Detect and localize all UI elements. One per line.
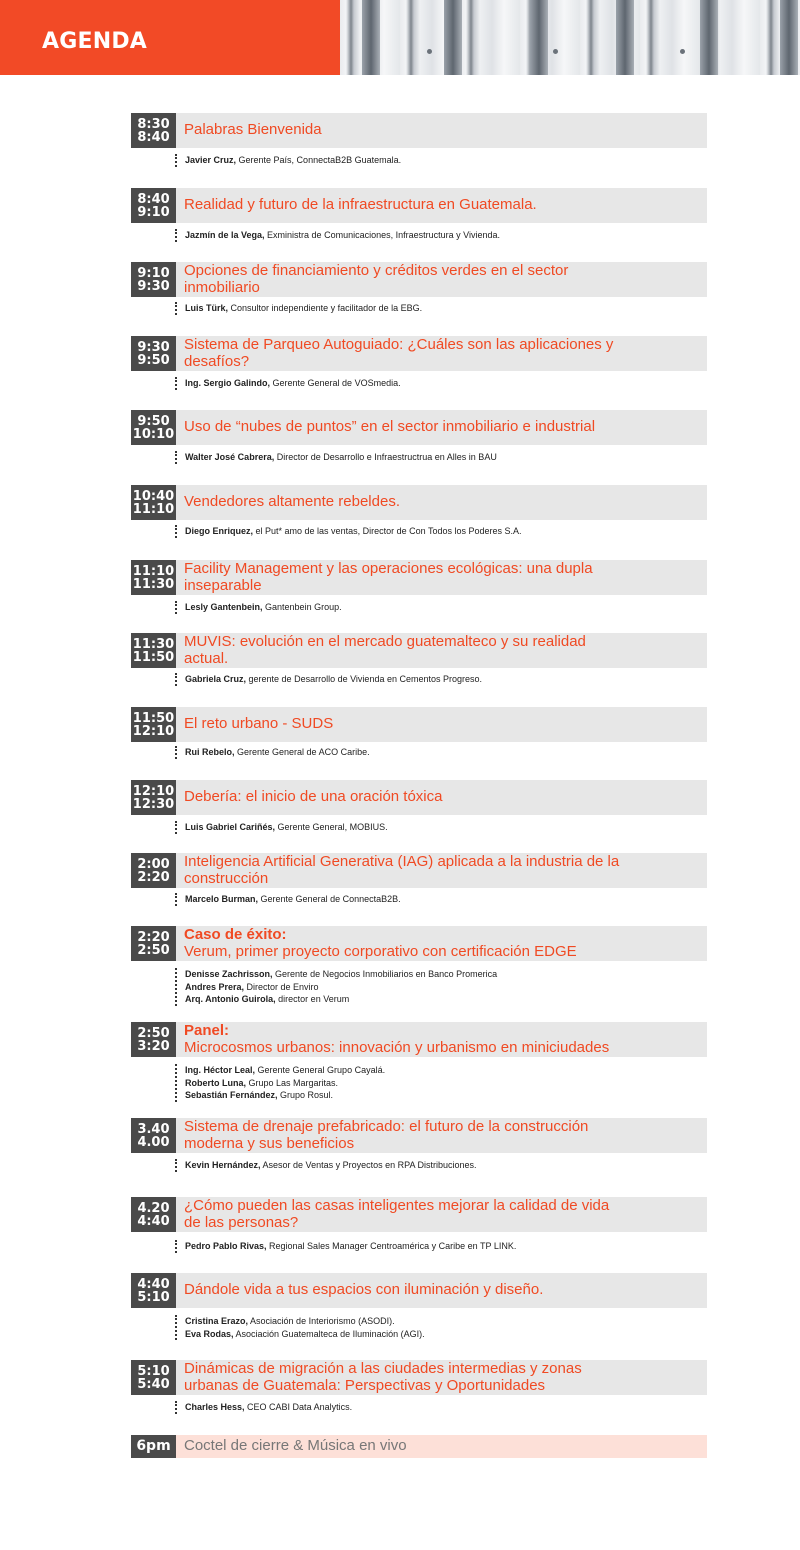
speaker: [185, 1159, 476, 1172]
speaker: [185, 1401, 352, 1414]
session-title: Dándole vida a tus espacios con iluminación y diseño.: [184, 1281, 544, 1299]
speaker-list: [175, 377, 401, 390]
time-badge: [131, 262, 176, 297]
start-time: 9:30: [137, 339, 170, 355]
time-badge: [131, 1022, 176, 1057]
speaker: [185, 1089, 385, 1102]
start-time: 8:30: [137, 116, 170, 132]
speaker-name: Eva Rodas,: [185, 1328, 234, 1339]
time-badge: [131, 485, 176, 520]
speaker: [185, 821, 388, 834]
session-title: Sistema de Parqueo Autoguiado: ¿Cuáles son las aplicaciones y desafíos?: [184, 336, 614, 370]
speaker-list: [175, 746, 370, 759]
speaker-list: [175, 968, 497, 1006]
start-time: 12:10: [132, 783, 175, 799]
time-badge: [131, 113, 176, 148]
session-title-box: [176, 926, 707, 961]
time-badge: [131, 1360, 176, 1395]
speaker-role: gerente de Desarrollo de Vivienda en Cementos Progreso.: [246, 674, 483, 684]
session-title: Microcosmos urbanos: innovación y urbanismo en miniciudades: [184, 1038, 610, 1056]
speaker-role: Asociación de Interiorismo (ASODI).: [248, 1316, 395, 1326]
speaker-name: Javier Cruz,: [185, 155, 237, 165]
session-title: Verum, primer proyecto corporativo con certificación EDGE: [184, 942, 577, 960]
time-badge: [131, 780, 176, 815]
speaker-name: Andres Prera,: [185, 981, 245, 992]
end-time: 10:10: [132, 426, 175, 442]
session-title: ¿Cómo pueden las casas inteligentes mejorar la calidad de vida de las personas?: [184, 1197, 610, 1231]
speaker: [185, 981, 497, 994]
speaker-role: Gantenbein Group.: [262, 602, 342, 612]
session-title: Debería: el inicio de una oración tóxica: [184, 788, 443, 806]
speaker-role: Director de Desarrollo e Infraestructrua en Alles in BAU: [274, 452, 497, 462]
end-time: 5:10: [137, 1289, 170, 1305]
speaker-name: Arq. Antonio Guirola,: [185, 994, 276, 1004]
speaker: [185, 154, 401, 167]
speaker-name: Roberto Luna,: [185, 1077, 246, 1088]
start-time: 2:00: [137, 856, 170, 872]
closing-title: Coctel de cierre & Música en vivo: [176, 1435, 707, 1458]
session-title: Facility Management y las operaciones ecológicas: una dupla inseparable: [184, 560, 593, 594]
time-badge: [131, 1273, 176, 1308]
speaker-role: Exministra de Comunicaciones, Infraestructura y Vivienda.: [264, 230, 500, 240]
session-title-box: [176, 113, 707, 148]
speaker-list: [175, 673, 482, 686]
speaker-name: Ing. Sergio Galindo,: [185, 378, 271, 388]
speaker-list: [175, 821, 388, 834]
session-title-box: [176, 1360, 707, 1395]
speaker-name: Pedro Pablo Rivas,: [185, 1241, 267, 1251]
time-badge: [131, 926, 176, 961]
session-title: El reto urbano - SUDS: [184, 715, 334, 733]
start-time: 2:50: [137, 1025, 170, 1041]
speaker-name: Walter José Cabrera,: [185, 452, 275, 462]
speaker-list: [175, 451, 497, 464]
end-time: 3:20: [137, 1038, 170, 1054]
start-time: 8:40: [137, 191, 170, 207]
speaker: [185, 525, 522, 538]
speaker-list: [175, 1240, 516, 1253]
speaker-name: Cristina Erazo,: [185, 1316, 249, 1326]
speaker-list: [175, 525, 522, 538]
speaker-name: Sebastián Fernández,: [185, 1090, 278, 1100]
start-time: 2:20: [137, 929, 170, 945]
end-time: 11:50: [132, 649, 175, 665]
session-title-box: [176, 1273, 707, 1308]
time-badge: [131, 1197, 176, 1232]
closing-time: 6pm: [131, 1435, 176, 1458]
speaker: [185, 302, 422, 315]
session-label: Panel:: [184, 1022, 230, 1039]
speaker-role: Director de Enviro: [244, 981, 319, 992]
header-photo: [340, 0, 800, 75]
start-time: 3.40: [137, 1121, 170, 1137]
time-badge: [131, 853, 176, 888]
end-time: 11:10: [132, 501, 175, 517]
speaker: [185, 601, 342, 614]
speaker-role: el Put* amo de las ventas, Director de Con Todos los Poderes S.A.: [253, 526, 522, 536]
end-time: 4.00: [137, 1134, 170, 1150]
speaker-role: Gerente General de VOSmedia.: [270, 378, 401, 388]
start-time: 11:30: [132, 636, 175, 652]
session-title: Dinámicas de migración a las ciudades intermedias y zonas urbanas de Guatemala: Perspectivas y Oportunidades: [184, 1360, 582, 1394]
session-title: Sistema de drenaje prefabricado: el futuro de la construcción moderna y sus beneficios: [184, 1118, 589, 1152]
speaker-name: Rui Rebelo,: [185, 747, 235, 757]
end-time: 11:30: [132, 576, 175, 592]
end-time: 2:20: [137, 869, 170, 885]
speaker-role: Gerente de Negocios Inmobiliarios en Banco Promerica: [272, 969, 498, 979]
speaker-list: [175, 1064, 385, 1102]
session-title-box: [176, 336, 707, 371]
speaker-list: [175, 601, 342, 614]
end-time: 9:30: [137, 278, 170, 294]
session-title-box: [176, 560, 707, 595]
session-title-box: [176, 780, 707, 815]
page-title: AGENDA: [0, 0, 340, 75]
speaker-name: Jazmín de la Vega,: [185, 230, 265, 240]
speaker-role: Gerente General, MOBIUS.: [275, 822, 388, 832]
time-badge: [131, 560, 176, 595]
speaker-name: Ing. Héctor Leal,: [185, 1065, 256, 1075]
speaker: [185, 1240, 516, 1253]
speaker-name: Marcelo Burman,: [185, 894, 259, 904]
speaker: [185, 451, 497, 464]
speaker-name: Lesly Gantenbein,: [185, 602, 263, 612]
time-badge: [131, 188, 176, 223]
time-badge: [131, 633, 176, 668]
session-title: Opciones de financiamiento y créditos verdes en el sector inmobiliario: [184, 262, 569, 296]
session-title-box: [176, 633, 707, 668]
speaker: [185, 1328, 425, 1341]
speaker-role: Grupo Rosul.: [277, 1090, 334, 1100]
speaker-role: Grupo Las Margaritas.: [246, 1077, 339, 1088]
header-banner: [0, 0, 800, 75]
end-time: 12:30: [132, 796, 175, 812]
session-title: Uso de “nubes de puntos” en el sector inmobiliario e industrial: [184, 418, 596, 436]
session-title: Vendedores altamente rebeldes.: [184, 493, 400, 511]
speaker-name: Diego Enriquez,: [185, 526, 254, 536]
speaker-list: [175, 1159, 476, 1172]
speaker-list: [175, 229, 500, 242]
end-time: 8:40: [137, 129, 170, 145]
speaker-name: Luis Türk,: [185, 303, 229, 313]
session-label: Caso de éxito:: [184, 926, 287, 943]
session-title: Palabras Bienvenida: [184, 121, 322, 139]
session-title-box: [176, 1197, 707, 1232]
start-time: 9:50: [137, 413, 170, 429]
speaker-name: Charles Hess,: [185, 1402, 245, 1412]
start-time: 11:10: [132, 563, 175, 579]
end-time: 5:40: [137, 1376, 170, 1392]
session-title-box: [176, 262, 707, 297]
speaker: [185, 1064, 385, 1077]
end-time: 9:50: [137, 352, 170, 368]
speaker-role: Asociación Guatemalteca de Iluminación (AGI).: [233, 1328, 425, 1339]
speaker-name: Gabriela Cruz,: [185, 674, 247, 684]
start-time: 4:40: [137, 1276, 170, 1292]
time-badge: [131, 1118, 176, 1153]
session-title: Realidad y futuro de la infraestructura en Guatemala.: [184, 196, 537, 214]
session-title-box: [176, 707, 707, 742]
speaker: [185, 993, 497, 1006]
end-time: 12:10: [132, 723, 175, 739]
speaker-role: Gerente General de ACO Caribe.: [234, 747, 370, 757]
speaker: [185, 673, 482, 686]
speaker: [185, 1077, 385, 1090]
session-title-box: [176, 485, 707, 520]
time-badge: [131, 336, 176, 371]
speaker-list: [175, 154, 401, 167]
start-time: 11:50: [132, 710, 175, 726]
end-time: 4:40: [137, 1213, 170, 1229]
end-time: 2:50: [137, 942, 170, 958]
start-time: 5:10: [137, 1363, 170, 1379]
time-badge: [131, 410, 176, 445]
speaker-name: Luis Gabriel Cariñés,: [185, 822, 276, 832]
speaker-name: Kevin Hernández,: [185, 1160, 261, 1170]
speaker-list: [175, 302, 422, 315]
speaker-role: Regional Sales Manager Centroamérica y Caribe en TP LINK.: [266, 1241, 517, 1251]
speaker: [185, 968, 497, 981]
speaker: [185, 746, 370, 759]
session-title-box: [176, 410, 707, 445]
session-title-box: [176, 1022, 707, 1057]
speaker-list: [175, 1401, 352, 1414]
speaker: [185, 893, 401, 906]
speaker: [185, 229, 500, 242]
session-title-box: [176, 188, 707, 223]
speaker: [185, 377, 401, 390]
speaker-role: Asesor de Ventas y Proyectos en RPA Distribuciones.: [260, 1160, 477, 1170]
speaker-list: [175, 1315, 425, 1340]
speaker-list: [175, 893, 401, 906]
session-title-box: [176, 1118, 707, 1153]
speaker-role: Consultor independiente y facilitador de la EBG.: [228, 303, 423, 313]
speaker-role: Gerente País, ConnectaB2B Guatemala.: [236, 155, 402, 165]
speaker-role: director en Verum: [275, 994, 350, 1004]
end-time: 9:10: [137, 204, 170, 220]
session-title-box: [176, 853, 707, 888]
start-time: 4.20: [137, 1200, 170, 1216]
speaker-role: Gerente General Grupo Cayalá.: [255, 1065, 386, 1075]
start-time: 10:40: [132, 488, 175, 504]
start-time: 9:10: [137, 265, 170, 281]
speaker-role: Gerente General de ConnectaB2B.: [258, 894, 401, 904]
time-badge: [131, 707, 176, 742]
speaker: [185, 1315, 425, 1328]
speaker-name: Denisse Zachrisson,: [185, 969, 273, 979]
session-title: Inteligencia Artificial Generativa (IAG) aplicada a la industria de la construcción: [184, 853, 620, 887]
session-title: MUVIS: evolución en el mercado guatemalteco y su realidad actual.: [184, 633, 586, 667]
speaker-role: CEO CABI Data Analytics.: [244, 1402, 353, 1412]
